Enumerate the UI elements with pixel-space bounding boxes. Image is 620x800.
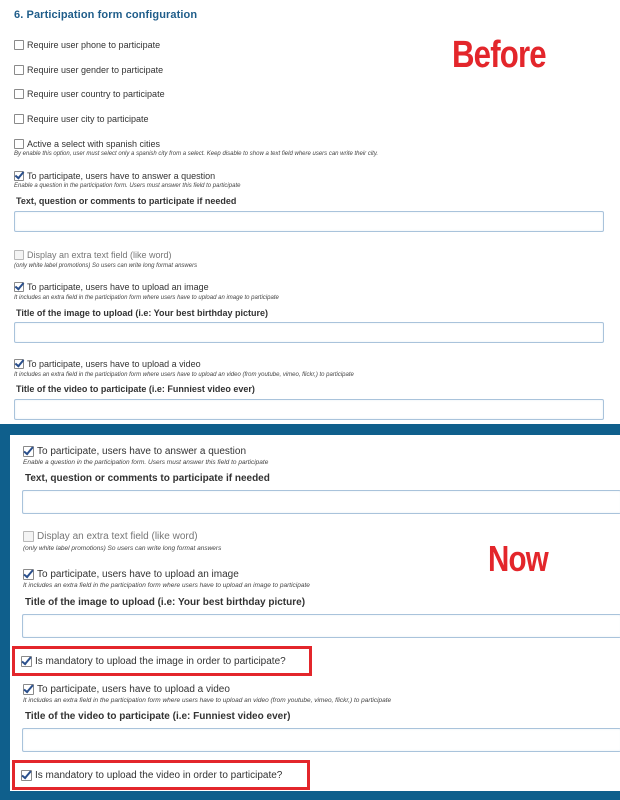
upload-video-label: To participate, users have to upload a video	[27, 359, 201, 369]
question-field-label: Text, question or comments to participate if needed	[16, 196, 237, 206]
spanish-cities-option[interactable]	[14, 139, 160, 149]
require-gender-option[interactable]	[14, 65, 163, 75]
upload-video-option[interactable]	[14, 359, 201, 369]
extra-field-checkbox[interactable]	[14, 250, 24, 260]
now-image-title-input[interactable]	[22, 614, 620, 638]
now-question-field-label: Text, question or comments to participate if needed	[25, 473, 270, 484]
now-extra-field-option[interactable]	[23, 531, 198, 542]
answer-question-option[interactable]	[14, 171, 215, 181]
now-upload-video-option[interactable]	[23, 684, 230, 695]
now-badge: Now	[488, 538, 548, 579]
extra-field-label: Display an extra text field (like word)	[27, 250, 172, 260]
require-country-checkbox[interactable]	[14, 89, 24, 99]
video-mandatory-highlight	[12, 760, 310, 790]
now-image-field-label: Title of the image to upload (i.e: Your best birthday picture)	[25, 597, 306, 608]
question-text-input[interactable]	[14, 211, 604, 232]
require-country-label: Require user country to participate	[27, 89, 165, 99]
image-mandatory-highlight	[12, 646, 312, 676]
require-phone-checkbox[interactable]	[14, 40, 24, 50]
now-question-text-input[interactable]	[22, 490, 620, 514]
now-extra-field-label: Display an extra text field (like word)	[37, 531, 198, 542]
now-upload-video-help: It includes an extra field in the participation form where users have to upload an video (from youtube, vimeo, flickr,) to participate	[23, 697, 392, 704]
spanish-cities-label: Active a select with spanish cities	[27, 139, 161, 149]
video-field-label: Title of the video to participate (i.e: Funniest video ever)	[16, 384, 255, 394]
require-city-label: Require user city to participate	[27, 114, 149, 124]
upload-image-option[interactable]	[14, 282, 209, 292]
require-country-option[interactable]	[14, 89, 165, 99]
now-upload-image-option[interactable]	[23, 569, 239, 580]
answer-question-label: To participate, users have to answer a question	[27, 171, 216, 181]
require-city-checkbox[interactable]	[14, 114, 24, 124]
require-phone-option[interactable]	[14, 40, 160, 50]
upload-image-checkbox[interactable]	[14, 282, 24, 292]
now-extra-field-checkbox[interactable]	[23, 531, 34, 542]
now-upload-image-help: It includes an extra field in the participation form where users have to upload an image to participate	[23, 582, 310, 589]
now-answer-question-option[interactable]	[23, 446, 246, 457]
upload-video-help: It includes an extra field in the participation form where users have to upload an video (from youtube, vimeo, flickr,) to participate	[14, 372, 354, 378]
spanish-cities-help: By enable this option, user must select only a spanish city from a select. Keep disable to show a text field where users can write their city.	[14, 151, 379, 157]
now-upload-video-label: To participate, users have to upload a video	[37, 684, 230, 695]
spanish-cities-checkbox[interactable]	[14, 139, 24, 149]
video-mandatory-option[interactable]	[21, 770, 282, 781]
video-mandatory-checkbox[interactable]	[21, 770, 32, 781]
now-upload-video-checkbox[interactable]	[23, 684, 34, 695]
require-gender-checkbox[interactable]	[14, 65, 24, 75]
image-field-label: Title of the image to upload (i.e: Your best birthday picture)	[16, 308, 269, 318]
video-title-input[interactable]	[14, 399, 604, 420]
require-gender-label: Require user gender to participate	[27, 65, 164, 75]
now-answer-question-label: To participate, users have to answer a question	[37, 446, 247, 457]
now-answer-question-checkbox[interactable]	[23, 446, 34, 457]
answer-question-help: Enable a question in the participation form. Users must answer this field to participate	[14, 183, 241, 189]
before-badge: Before	[452, 34, 546, 76]
now-extra-field-help: (only white label promotions) So users can write long format answers	[23, 545, 222, 552]
section-title: 6. Participation form configuration	[14, 9, 198, 21]
extra-field-option[interactable]	[14, 250, 172, 260]
image-mandatory-label: Is mandatory to upload the image in order to participate?	[35, 655, 286, 667]
now-upload-image-label: To participate, users have to upload an image	[37, 569, 239, 580]
now-video-field-label: Title of the video to participate (i.e: Funniest video ever)	[25, 711, 291, 722]
now-upload-image-checkbox[interactable]	[23, 569, 34, 580]
upload-video-checkbox[interactable]	[14, 359, 24, 369]
now-video-title-input[interactable]	[22, 728, 620, 752]
image-mandatory-option[interactable]	[21, 656, 286, 667]
image-title-input[interactable]	[14, 322, 604, 343]
require-phone-label: Require user phone to participate	[27, 40, 161, 50]
image-mandatory-checkbox[interactable]	[21, 656, 32, 667]
answer-question-checkbox[interactable]	[14, 171, 24, 181]
extra-field-help: (only white label promotions) So users can write long format answers	[14, 263, 198, 269]
video-mandatory-label: Is mandatory to upload the video in order to participate?	[35, 769, 283, 781]
upload-image-label: To participate, users have to upload an image	[27, 282, 209, 292]
upload-image-help: It includes an extra field in the participation form where users have to upload an image to participate	[14, 295, 279, 301]
require-city-option[interactable]	[14, 114, 149, 124]
now-answer-question-help: Enable a question in the participation form. Users must answer this field to participate	[23, 459, 269, 466]
